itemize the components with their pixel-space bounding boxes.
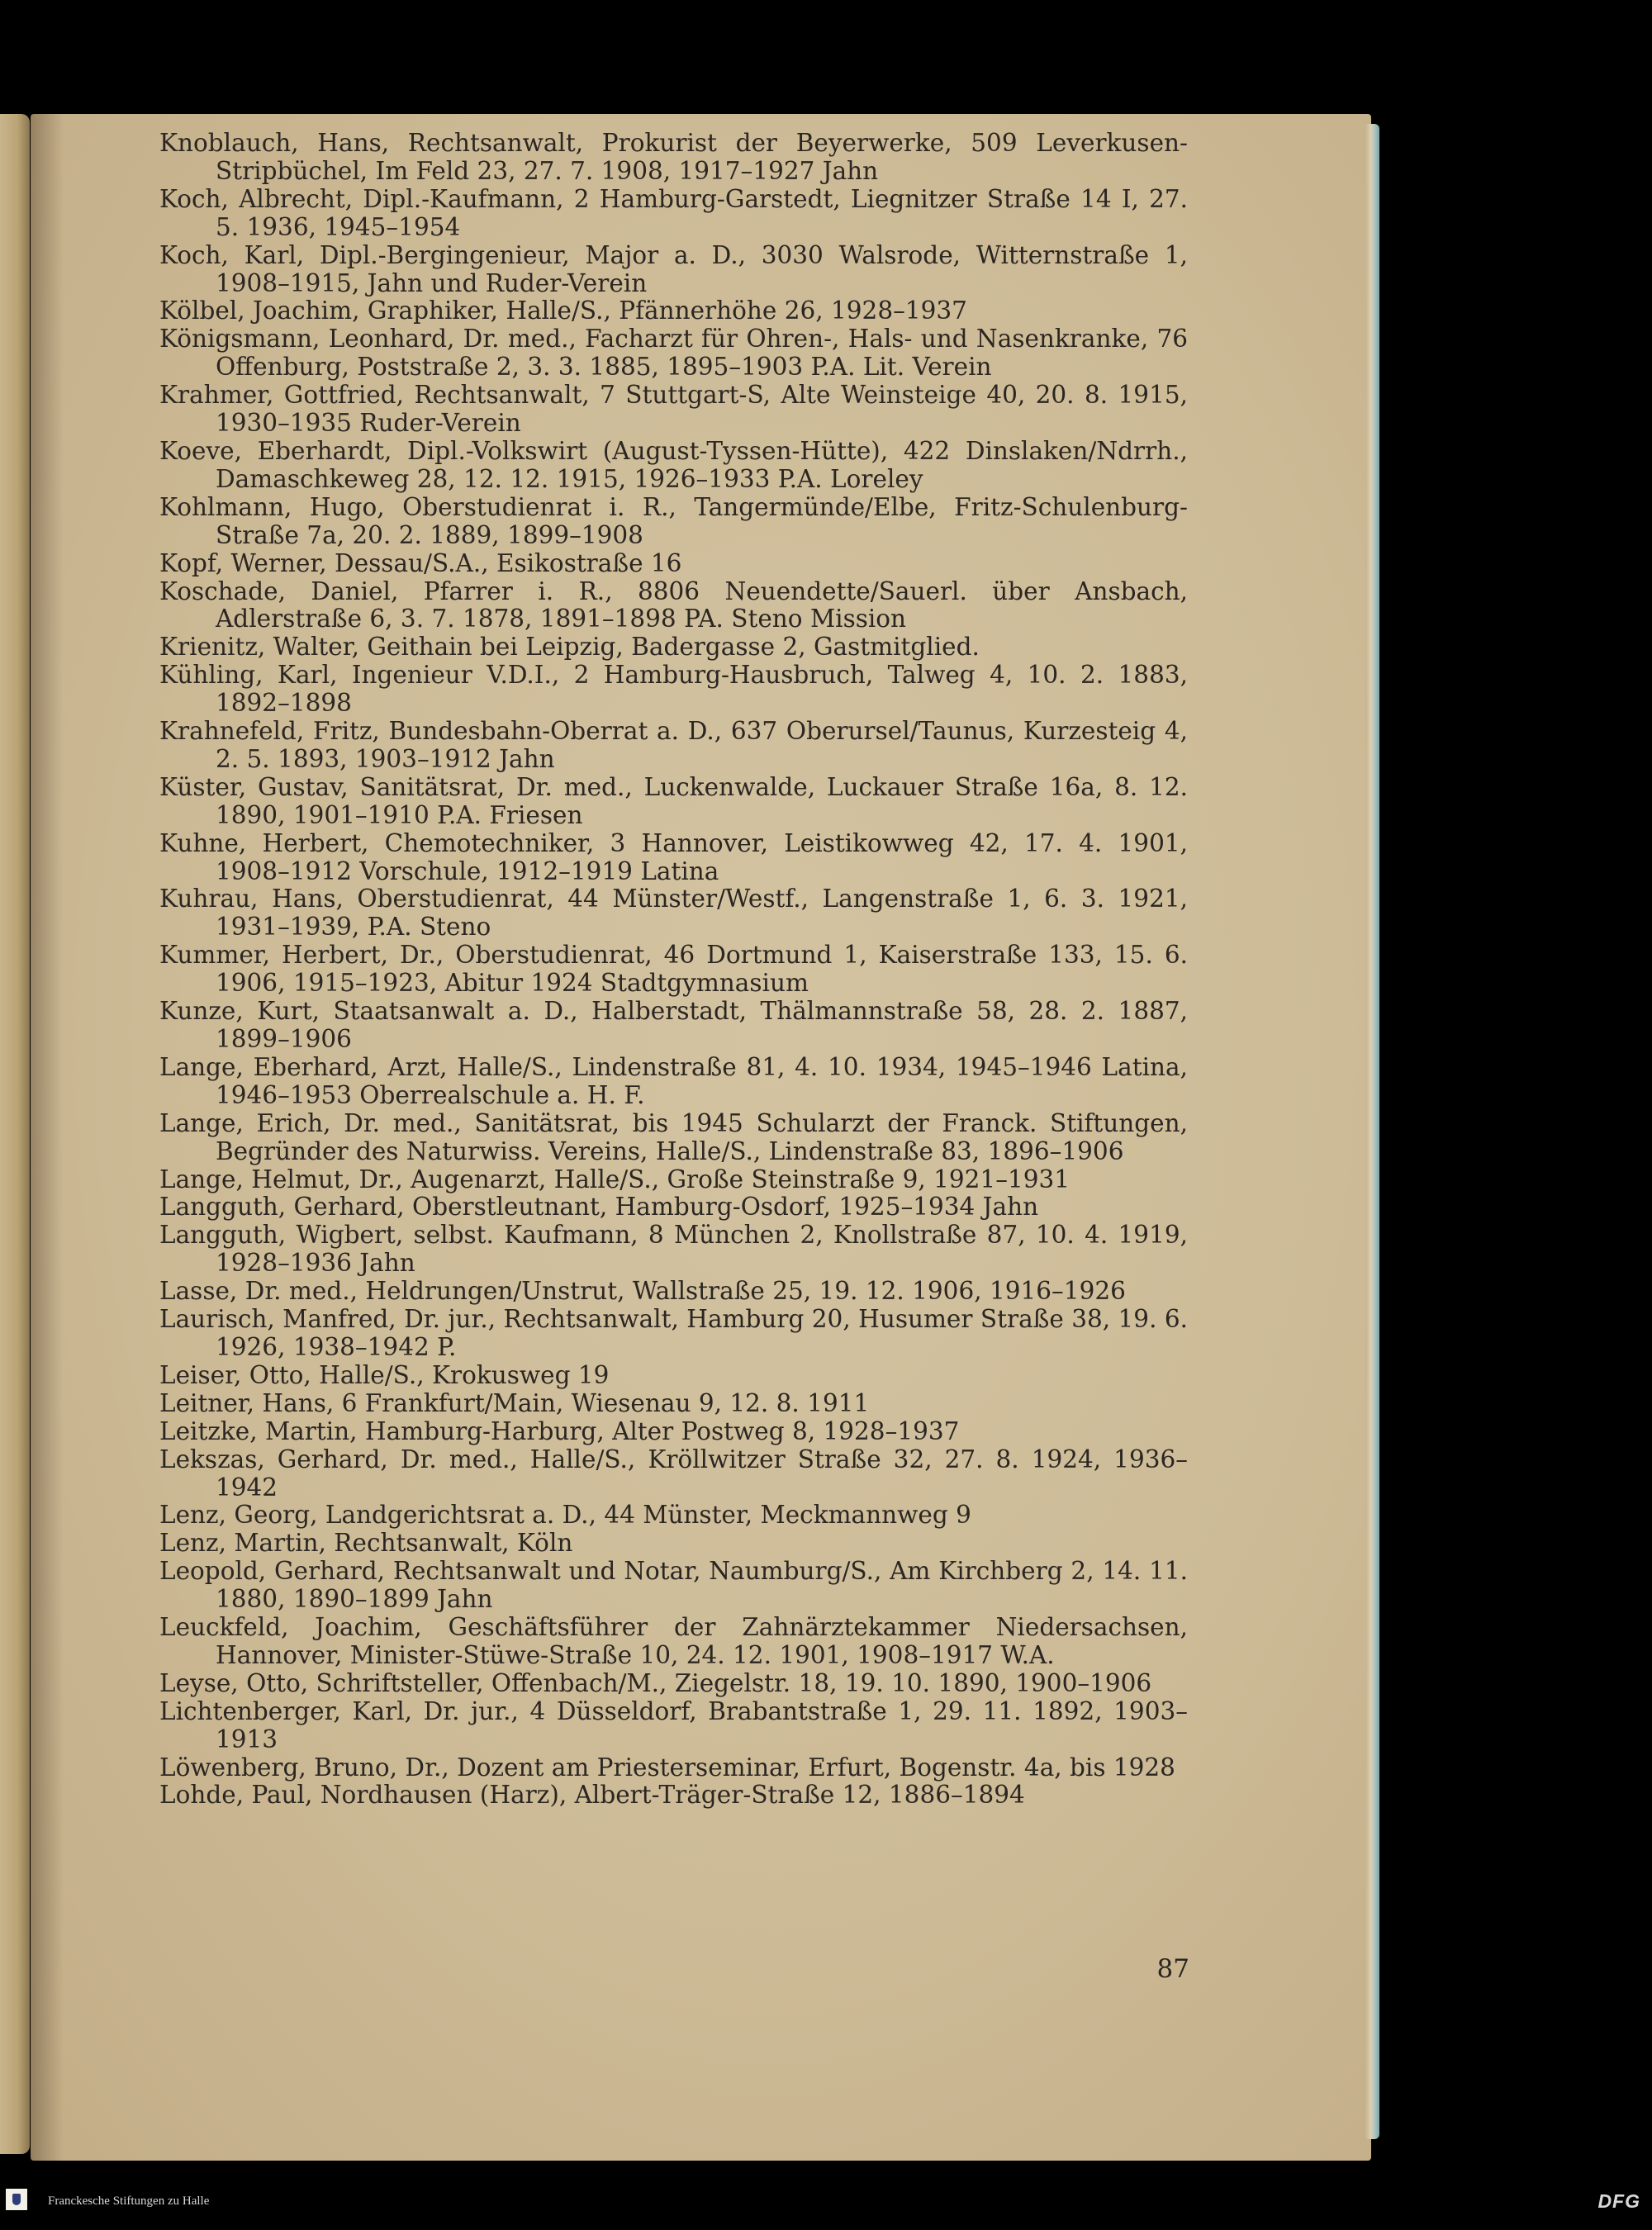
directory-entry: Küster, Gustav, Sanitätsrat, Dr. med., Luckenwalde, Luckauer Straße 16a, 8. 12. 1890, 1901–1910 P.A. Friesen [159,772,1188,829]
directory-entry: Kummer, Herbert, Dr., Oberstudienrat, 46 Dortmund 1, Kaiserstraße 133, 15. 6. 1906, 1915–1923, Abitur 1924 Stadtgymnasium [159,941,1188,998]
directory-entry: Kuhrau, Hans, Oberstudienrat, 44 Münster/Westf., Langenstraße 1, 6. 3. 1921, 1931–1939, P.A. Steno [159,885,1188,942]
directory-entry: Kölbel, Joachim, Graphiker, Halle/S., Pfännerhöhe 26, 1928–1937 [159,297,967,325]
directory-entry: Lohde, Paul, Nordhausen (Harz), Albert-Träger-Straße 12, 1886–1894 [159,1781,1025,1810]
directory-entry: Leuckfeld, Joachim, Geschäftsführer der Zahnärztekammer Niedersachsen, Hannover, Minister-Stüwe-Straße 10, 24. 12. 1901, 1908–1917 W.A. [159,1613,1188,1669]
directory-entry: Lange, Erich, Dr. med., Sanitätsrat, bis 1945 Schularzt der Franck. Stiftungen, Begründer des Naturwiss. Vereins, Halle/S., Lindenstraße 83, 1896–1906 [159,1108,1188,1165]
page-number: 87 [1156,1954,1189,1984]
directory-entry: Leopold, Gerhard, Rechtsanwalt und Notar, Naumburg/S., Am Kirchberg 2, 14. 11. 1880, 1890–1899 Jahn [159,1557,1188,1614]
directory-entry: Krahnefeld, Fritz, Bundesbahn-Oberrat a. D., 637 Oberursel/Taunus, Kurzesteig 4, 2. 5. 1893, 1903–1912 Jahn [159,717,1188,773]
directory-entry: Kohlmann, Hugo, Oberstudienrat i. R., Tangermünde/Elbe, Fritz-Schulenburg-Straße 7a, 20. 2. 1889, 1899–1908 [159,492,1188,549]
directory-entry: Königsmann, Leonhard, Dr. med., Facharzt für Ohren-, Hals- und Nasenkranke, 76 Offenburg, Poststraße 2, 3. 3. 1885, 1895–1903 P.A. Lit. Verein [159,325,1188,382]
directory-entry: Leitner, Hans, 6 Frankfurt/Main, Wiesenau 9, 12. 8. 1911 [159,1388,870,1417]
directory-entry: Leitzke, Martin, Hamburg-Harburg, Alter Postweg 8, 1928–1937 [159,1416,960,1445]
directory-entry-list [159,130,1188,1810]
directory-entry: Kopf, Werner, Dessau/S.A., Esikostraße 16 [159,548,682,577]
institution-logo-icon [6,2189,27,2210]
directory-entry: Kühling, Karl, Ingenieur V.D.I., 2 Hamburg-Hausbruch, Talweg 4, 10. 2. 1883, 1892–1898 [159,661,1188,718]
directory-entry: Krienitz, Walter, Geithain bei Leipzig, Badergasse 2, Gastmitglied. [159,633,980,662]
directory-entry: Laurisch, Manfred, Dr. jur., Rechtsanwalt, Hamburg 20, Husumer Straße 38, 19. 6. 1926, 1938–1942 P. [159,1305,1188,1361]
directory-entry: Koch, Albrecht, Dipl.-Kaufmann, 2 Hamburg-Garstedt, Liegnitzer Straße 14 I, 27. 5. 1936, 1945–1954 [159,184,1188,241]
facing-page-edge [0,114,30,2154]
page-gutter-shadow [31,114,64,2161]
directory-entry: Langguth, Gerhard, Oberstleutnant, Hamburg-Osdorf, 1925–1934 Jahn [159,1193,1039,1222]
directory-entry: Koeve, Eberhardt, Dipl.-Volkswirt (August-Tyssen-Hütte), 422 Dinslaken/Ndrrh., Damaschkeweg 28, 12. 12. 1915, 1926–1933 P.A. Loreley [159,436,1188,493]
directory-entry: Krahmer, Gottfried, Rechtsanwalt, 7 Stuttgart-S, Alte Weinsteige 40, 20. 8. 1915, 1930–1935 Ruder-Verein [159,381,1188,438]
directory-entry: Langguth, Wigbert, selbst. Kaufmann, 8 München 2, Knollstraße 87, 10. 4. 1919, 1928–1936 Jahn [159,1221,1188,1278]
directory-entry: Löwenberg, Bruno, Dr., Dozent am Priesterseminar, Erfurt, Bogenstr. 4a, bis 1928 [159,1753,1175,1782]
directory-entry: Leiser, Otto, Halle/S., Krokusweg 19 [159,1360,610,1389]
institution-name: Franckesche Stiftungen zu Halle [48,2194,210,2208]
directory-entry: Kuhne, Herbert, Chemotechniker, 3 Hannover, Leistikowweg 42, 17. 4. 1901, 1908–1912 Vorschule, 1912–1919 Latina [159,828,1188,885]
directory-entry: Lichtenberger, Karl, Dr. jur., 4 Düsseldorf, Brabantstraße 1, 29. 11. 1892, 1903–1913 [159,1696,1188,1753]
dfg-logo: DFG [1597,2190,1640,2212]
directory-entry: Koch, Karl, Dipl.-Bergingenieur, Major a. D., 3030 Walsrode, Witternstraße 1, 1908–1915, Jahn und Ruder-Verein [159,240,1188,297]
directory-entry: Lenz, Georg, Landgerichtsrat a. D., 44 Münster, Meckmannweg 9 [159,1501,971,1530]
directory-entry: Lenz, Martin, Rechtsanwalt, Köln [159,1529,573,1558]
directory-entry: Lange, Eberhard, Arzt, Halle/S., Lindenstraße 81, 4. 10. 1934, 1945–1946 Latina, 1946–1953 Oberrealschule a. H. F. [159,1052,1188,1109]
directory-entry: Lekszas, Gerhard, Dr. med., Halle/S., Kröllwitzer Straße 32, 27. 8. 1924, 1936–1942 [159,1445,1188,1502]
directory-entry: Koschade, Daniel, Pfarrer i. R., 8806 Neuendette/Sauerl. über Ansbach, Adlerstraße 6, 3. 7. 1878, 1891–1898 PA. Steno Mission [159,576,1188,633]
directory-entry: Lasse, Dr. med., Heldrungen/Unstrut, Wallstraße 25, 19. 12. 1906, 1916–1926 [159,1277,1126,1306]
directory-entry: Kunze, Kurt, Staatsanwalt a. D., Halberstadt, Thälmannstraße 58, 28. 2. 1887, 1899–1906 [159,997,1188,1053]
directory-entry: Knoblauch, Hans, Rechtsanwalt, Prokurist der Beyerwerke, 509 Leverkusen-Stripbüchel, Im Feld 23, 27. 7. 1908, 1917–1927 Jahn [159,129,1188,185]
directory-entry: Lange, Helmut, Dr., Augenarzt, Halle/S., Große Steinstraße 9, 1921–1931 [159,1165,1070,1193]
directory-entry: Leyse, Otto, Schriftsteller, Offenbach/M., Ziegelstr. 18, 19. 10. 1890, 1900–1906 [159,1668,1152,1697]
page-stack-edge [1365,124,1379,2139]
